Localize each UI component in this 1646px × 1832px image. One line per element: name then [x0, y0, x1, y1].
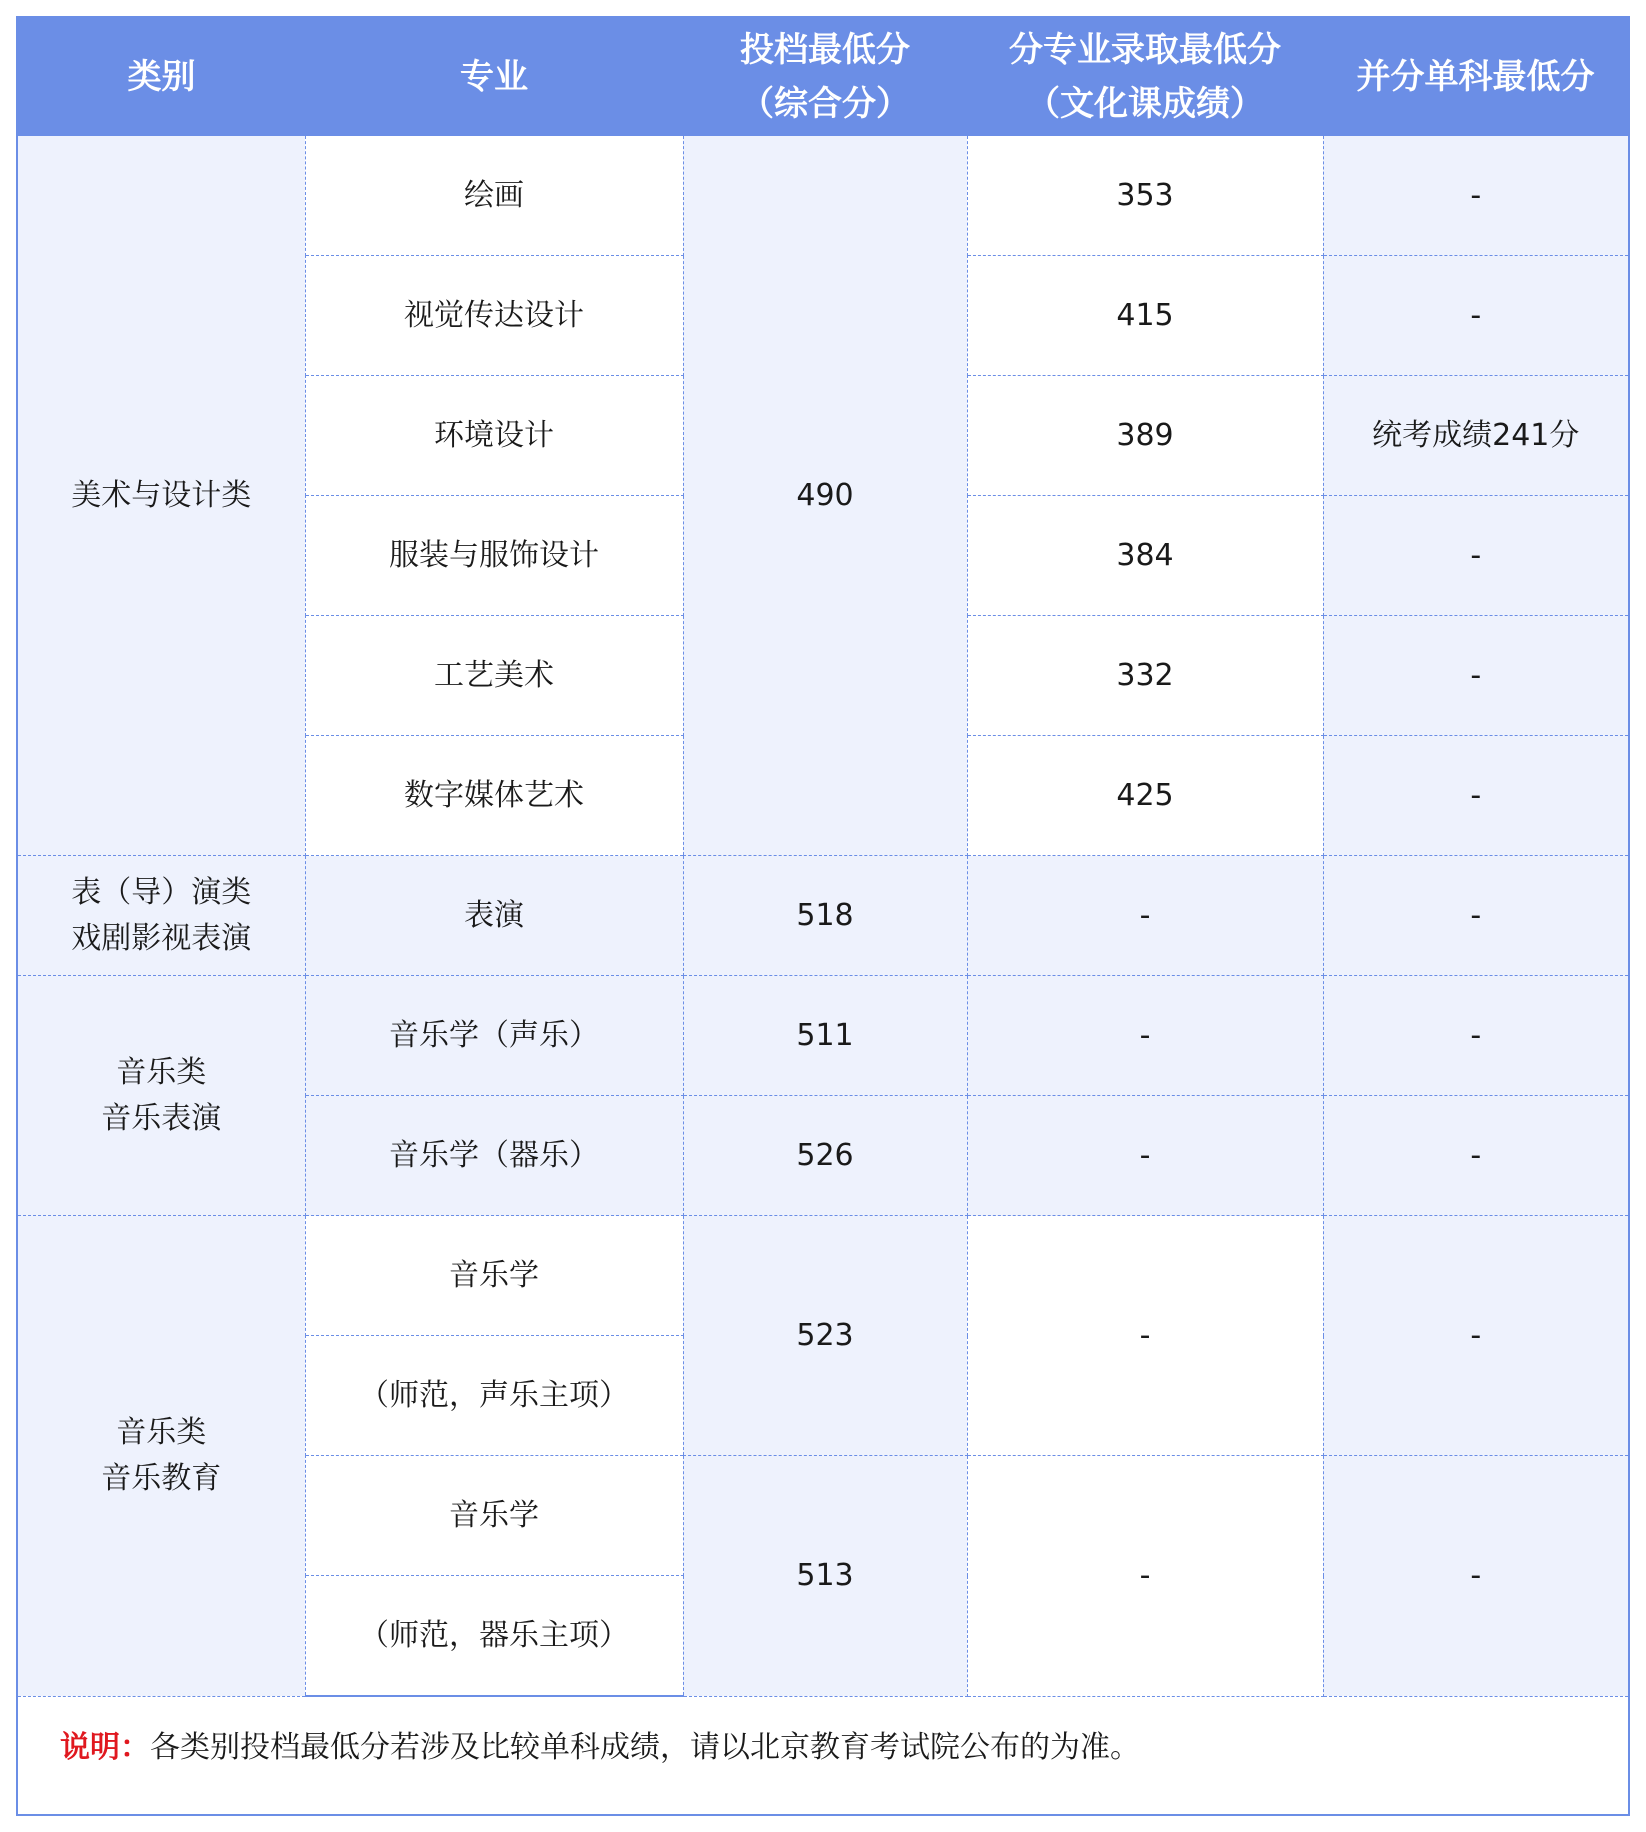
major-cell: 音乐学 — [305, 1216, 683, 1336]
major-cell: 视觉传达设计 — [305, 256, 683, 376]
tie-min-cell: - — [1323, 1096, 1628, 1216]
major-min-cell: - — [967, 856, 1323, 976]
category-cell — [18, 1216, 305, 1697]
admission-scores-table — [18, 18, 1628, 1697]
footnote-label: 说明： — [60, 1729, 150, 1765]
major-cell: 数字媒体艺术 — [305, 736, 683, 856]
major-min-cell: 425 — [967, 736, 1323, 856]
category-cell: 美术与设计类 — [18, 136, 305, 856]
category-line: 音乐类 — [116, 1054, 207, 1090]
major-cell: 表演 — [305, 856, 683, 976]
major-min-cell: - — [967, 1216, 1323, 1456]
header-major: 专业 — [305, 18, 683, 136]
major-min-cell: 384 — [967, 496, 1323, 616]
tie-min-cell: 统考成绩241分 — [1323, 376, 1628, 496]
tie-min-cell: - — [1323, 736, 1628, 856]
admission-scores-panel — [16, 16, 1630, 1816]
major-min-cell: 332 — [967, 616, 1323, 736]
major-cell: 音乐学（声乐） — [305, 976, 683, 1096]
category-line: 表（导）演类 — [71, 874, 252, 910]
category-line: 音乐类 — [116, 1414, 207, 1450]
major-min-cell: 353 — [967, 136, 1323, 256]
header-major-min-line2: （文化课成绩） — [1026, 84, 1264, 124]
category-line: 戏剧影视表演 — [71, 920, 252, 956]
major-min-cell: - — [967, 976, 1323, 1096]
header-major-min-line1: 分专业录取最低分 — [1009, 30, 1281, 70]
filing-min-cell: 518 — [683, 856, 967, 976]
filing-min-cell: 526 — [683, 1096, 967, 1216]
tie-min-cell: - — [1323, 496, 1628, 616]
tie-min-cell: - — [1323, 1216, 1628, 1456]
major-min-cell: 415 — [967, 256, 1323, 376]
category-line: 音乐教育 — [101, 1460, 222, 1496]
table-row — [18, 856, 1628, 976]
category-cell — [18, 976, 305, 1216]
footnote — [18, 1673, 1628, 1814]
major-cell: 服装与服饰设计 — [305, 496, 683, 616]
filing-min-cell: 523 — [683, 1216, 967, 1456]
table-row — [18, 136, 1628, 256]
header-row — [18, 18, 1628, 136]
major-min-cell: 389 — [967, 376, 1323, 496]
table-row — [18, 976, 1628, 1096]
filing-min-cell: 511 — [683, 976, 967, 1096]
table-row — [18, 1216, 1628, 1336]
header-filing-min-line2: （综合分） — [740, 84, 910, 124]
tie-min-cell: - — [1323, 136, 1628, 256]
filing-min-cell: 490 — [683, 136, 967, 856]
major-cell: 音乐学 — [305, 1456, 683, 1576]
category-line: 音乐表演 — [101, 1100, 222, 1136]
header-category: 类别 — [18, 18, 305, 136]
header-major-min — [967, 18, 1323, 136]
major-cell: （师范，器乐主项） — [305, 1576, 683, 1697]
tie-min-cell: - — [1323, 616, 1628, 736]
tie-min-cell: - — [1323, 1456, 1628, 1697]
filing-min-cell: 513 — [683, 1456, 967, 1697]
header-filing-min — [683, 18, 967, 136]
footnote-text: 各类别投档最低分若涉及比较单科成绩，请以北京教育考试院公布的为准。 — [150, 1729, 1140, 1765]
major-min-cell: - — [967, 1456, 1323, 1697]
category-cell — [18, 856, 305, 976]
tie-min-cell: - — [1323, 256, 1628, 376]
major-cell: 绘画 — [305, 136, 683, 256]
major-cell: 环境设计 — [305, 376, 683, 496]
tie-min-cell: - — [1323, 856, 1628, 976]
header-tie-single-min: 并分单科最低分 — [1323, 18, 1628, 136]
major-cell: 工艺美术 — [305, 616, 683, 736]
major-min-cell: - — [967, 1096, 1323, 1216]
header-filing-min-line1: 投档最低分 — [740, 30, 910, 70]
tie-min-cell: - — [1323, 976, 1628, 1096]
major-cell: 音乐学（器乐） — [305, 1096, 683, 1216]
major-cell: （师范，声乐主项） — [305, 1336, 683, 1456]
